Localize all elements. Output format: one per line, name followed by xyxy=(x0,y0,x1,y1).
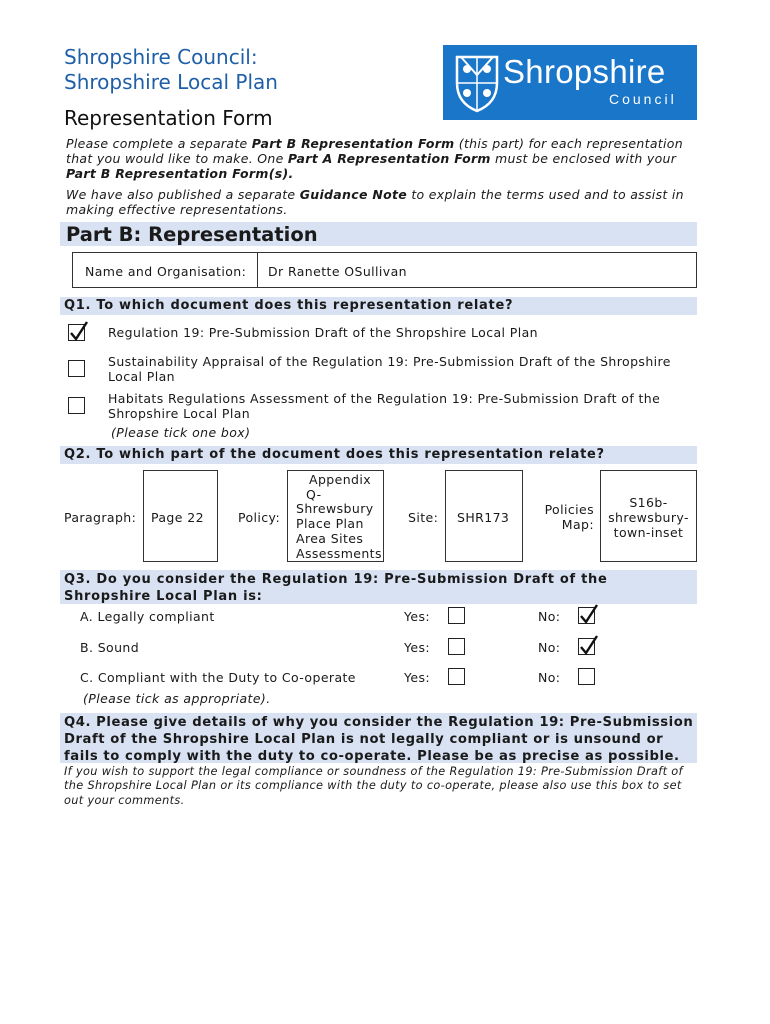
intro-bold: Part B Representation Form(s). xyxy=(66,166,294,181)
q3-row-a-yes-checkbox[interactable] xyxy=(448,607,465,624)
intro-text: to explain the terms used and to assist in making effective representations. xyxy=(66,187,684,217)
q3-row-b-no-checkbox[interactable] xyxy=(578,638,595,655)
logo-sub-text: Council xyxy=(609,91,677,107)
council-logo xyxy=(443,45,697,120)
site-label: Site: xyxy=(408,510,439,525)
policy-line: Area Sites xyxy=(296,530,364,546)
crest-icon xyxy=(455,53,499,113)
title-line-1: Shropshire Council: xyxy=(64,45,258,69)
document-title xyxy=(64,45,278,95)
q1-option-2-label: Sustainability Appraisal of the Regulation 19: Pre-Submission Draft of the Shropshire Local Plan xyxy=(108,354,671,384)
intro-text: Please complete a separate xyxy=(66,136,252,151)
checkmark-icon xyxy=(578,603,600,627)
policy-label: Policy: xyxy=(238,510,281,525)
q4-line: Draft of the Shropshire Local Plan is not legally compliant or is unsound or xyxy=(64,732,664,747)
q4-line: fails to comply with the duty to co-operate. Please be as precise as possible. xyxy=(64,749,680,764)
intro-bold: Part A Representation Form xyxy=(287,151,491,166)
policies-map-value xyxy=(601,495,696,540)
part-b-heading: Part B: Representation xyxy=(60,222,697,246)
yes-label: Yes: xyxy=(404,609,430,624)
q2-heading: Q2. To which part of the document does this representation relate? xyxy=(60,446,697,464)
divider xyxy=(257,253,258,287)
q1-option-3-label: Habitats Regulations Assessment of the Regulation 19: Pre-Submission Draft of the Shropshire Local Plan xyxy=(108,391,661,421)
map-label-line: Map: xyxy=(561,517,594,532)
intro-text: must be enclosed with your xyxy=(490,151,677,166)
policy-line: Assessments xyxy=(296,545,382,561)
map-value-line: town-inset xyxy=(613,525,684,540)
q3-row-a-no-checkbox[interactable] xyxy=(578,607,595,624)
policy-line: Q- xyxy=(306,486,322,502)
q1-option-3-checkbox[interactable] xyxy=(68,397,85,414)
no-label: No: xyxy=(538,670,561,685)
yes-label: Yes: xyxy=(404,640,430,655)
q3-row-c-no-checkbox[interactable] xyxy=(578,668,595,685)
map-value-line: S16b- xyxy=(629,495,668,510)
form-title: Representation Form xyxy=(64,106,273,130)
intro-text: (this part) for each representation that you would like to make. One xyxy=(66,136,683,166)
q1-note: (Please tick one box) xyxy=(111,425,251,440)
q3-note: (Please tick as appropriate). xyxy=(83,691,271,706)
intro-bold: Guidance Note xyxy=(299,187,408,202)
policies-map-label xyxy=(544,502,594,532)
q4-heading xyxy=(60,713,697,763)
no-label: No: xyxy=(538,640,561,655)
name-organisation-row xyxy=(72,252,697,288)
q3-heading xyxy=(60,570,697,604)
q3-row-a-label: A. Legally compliant xyxy=(80,609,215,624)
policy-value xyxy=(296,473,382,561)
site-value: SHR173 xyxy=(457,510,510,525)
paragraph-value: Page 22 xyxy=(151,510,204,525)
name-field[interactable]: Dr Ranette OSullivan xyxy=(268,264,407,279)
map-value-line: shrewsbury- xyxy=(608,510,689,525)
q1-heading: Q1. To which document does this representation relate? xyxy=(60,297,697,315)
q3-line: Q3. Do you consider the Regulation 19: Pre-Submission Draft of the xyxy=(64,572,608,587)
q3-row-c-label: C. Compliant with the Duty to Co-operate xyxy=(80,670,356,685)
q3-line: Shropshire Local Plan is: xyxy=(64,589,263,604)
site-field[interactable] xyxy=(445,470,523,562)
q4-note: If you wish to support the legal compliance or soundness of the Regulation 19: Pre-Submission Draft of the Shropshire Local Plan or its compliance with the duty to co-operate, please also use this box to set out your comments. xyxy=(64,765,683,807)
policy-line: Shrewsbury xyxy=(296,501,374,517)
checkmark-icon xyxy=(578,634,600,658)
intro-paragraph-2 xyxy=(66,187,696,217)
q1-option-2-checkbox[interactable] xyxy=(68,360,85,377)
q1-option-1-checkbox[interactable] xyxy=(68,324,85,341)
q3-row-c-yes-checkbox[interactable] xyxy=(448,668,465,685)
paragraph-field[interactable] xyxy=(143,470,218,562)
policy-line: Place Plan xyxy=(296,516,364,532)
intro-bold: Part B Representation Form xyxy=(251,136,455,151)
intro-text: We have also published a separate xyxy=(66,187,300,202)
intro-paragraph-1 xyxy=(66,136,696,181)
title-line-2: Shropshire Local Plan xyxy=(64,70,278,94)
policies-map-field[interactable] xyxy=(600,470,697,562)
map-label-line: Policies xyxy=(544,502,594,517)
yes-label: Yes: xyxy=(404,670,430,685)
paragraph-label: Paragraph: xyxy=(64,510,137,525)
no-label: No: xyxy=(538,609,561,624)
logo-main-text: Shropshire xyxy=(503,53,666,90)
q3-row-b-label: B. Sound xyxy=(80,640,140,655)
q1-option-1-label: Regulation 19: Pre-Submission Draft of the Shropshire Local Plan xyxy=(108,325,538,340)
name-label: Name and Organisation: xyxy=(85,264,247,279)
q4-line: Q4. Please give details of why you consider the Regulation 19: Pre-Submission xyxy=(64,715,694,730)
q3-row-b-yes-checkbox[interactable] xyxy=(448,638,465,655)
policy-line: Appendix xyxy=(309,472,372,487)
policy-field[interactable] xyxy=(287,470,384,562)
checkmark-icon xyxy=(68,320,90,344)
